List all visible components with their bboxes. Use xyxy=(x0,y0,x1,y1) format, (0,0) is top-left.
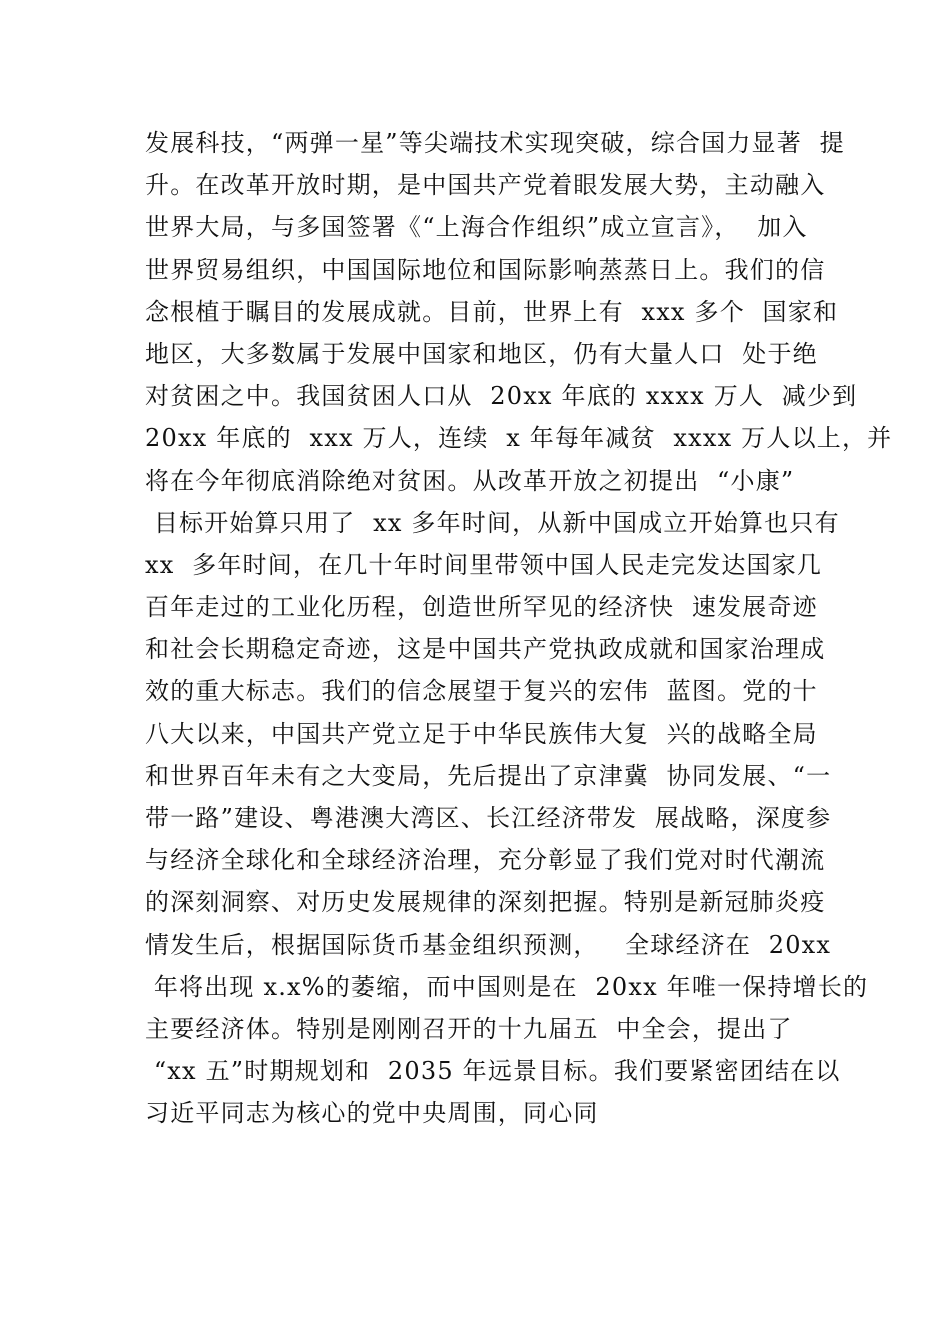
text-line: 主要经济体。特别是刚刚召开的十九届五 中全会，提出了 xyxy=(145,1014,793,1043)
text-line: 的深刻洞察、对历史发展规律的深刻把握。特别是新冠肺炎疫 xyxy=(145,888,826,917)
text-line: 念根植于瞩目的发展成就。目前，世界上有 xxx 多个 国家和 xyxy=(145,297,839,326)
text-line: 和社会长期稳定奇迹，这是中国共产党执政成就和国家治理成 xyxy=(145,635,826,664)
text-line: 八大以来，中国共产党立足于中华民族伟大复 兴的战略全局 xyxy=(145,719,818,748)
text-line: 地区，大多数属于发展中国家和地区，仍有大量人口 处于绝 xyxy=(145,339,818,368)
text-line: 世界大局，与多国签署《“上海合作组织”成立宣言》， 加入 xyxy=(145,213,808,242)
text-line: “xx 五”时期规划和 2035 年远景目标。我们要紧密团结在以 xyxy=(145,1057,841,1086)
text-line: 情发生后，根据国际货币基金组织预测， 全球经济在 20xx xyxy=(145,930,832,959)
body-text xyxy=(145,122,893,1135)
text-line: 与经济全球化和全球经济治理，充分彰显了我们党对时代潮流 xyxy=(145,846,826,875)
text-line: 习近平同志为核心的党中央周围，同心同 xyxy=(145,1099,599,1128)
text-line: 将在今年彻底消除绝对贫困。从改革开放之初提出 “小康” xyxy=(145,466,795,495)
text-line: 效的重大标志。我们的信念展望于复兴的宏伟 蓝图。党的十 xyxy=(145,677,818,706)
text-line: 升。在改革开放时期，是中国共产党着眼发展大势，主动融入 xyxy=(145,171,826,200)
text-line: 20xx 年底的 xxx 万人，连续 x 年每年减贫 xxxx 万人以上，并 xyxy=(145,424,893,453)
text-line: 百年走过的工业化历程，创造世所罕见的经济快 速发展奇迹 xyxy=(145,593,818,622)
text-line: 带一路”建设、粤港澳大湾区、长江经济带发 展战略，深度参 xyxy=(145,804,832,832)
text-line: 年将出现 x.x%的萎缩，而中国则是在 20xx 年唯一保持增长的 xyxy=(145,972,869,1001)
text-line: 发展科技，“两弹一星”等尖端技术实现突破，综合国力显著 提 xyxy=(145,129,845,157)
text-line: xx 多年时间，在几十年时间里带领中国人民走完发达国家几 xyxy=(145,550,823,579)
text-line: 和世界百年未有之大变局，先后提出了京津冀 协同发展、“一 xyxy=(145,761,832,790)
text-line: 世界贸易组织，中国国际地位和国际影响蒸蒸日上。我们的信 xyxy=(145,255,826,284)
text-line: 目标开始算只用了 xx 多年时间，从新中国成立开始算也只有 xyxy=(145,508,840,537)
text-line: 对贫困之中。我国贫困人口从 20xx 年底的 xxxx 万人 减少到 xyxy=(145,382,858,411)
